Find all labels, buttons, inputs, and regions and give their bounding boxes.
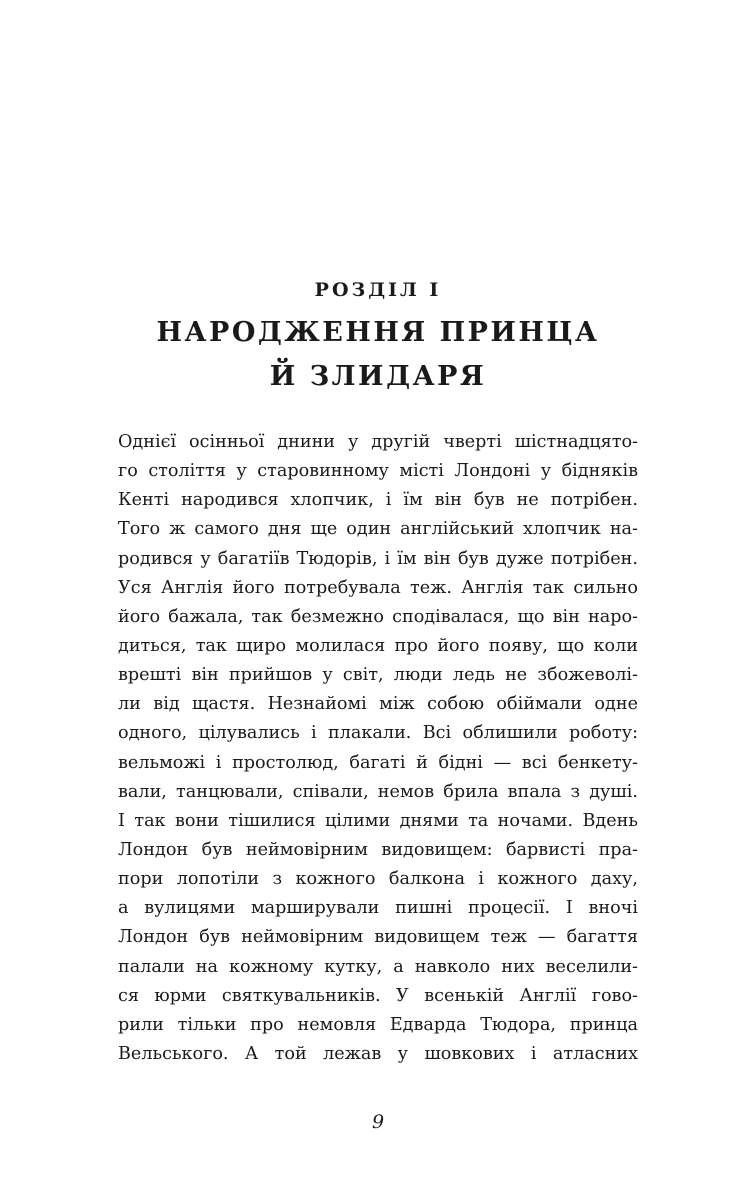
body-paragraph <box>118 428 638 1069</box>
chapter-title <box>0 311 756 399</box>
chapter-title-line: НАРОДЖЕННЯ ПРИНЦА <box>156 317 600 348</box>
text-line: Уся Англія його потребувала теж. Англія так сильно <box>118 577 638 598</box>
text-line: врешті він прийшов у світ, люди ледь не збожеволі- <box>118 665 638 686</box>
text-line: І так вони тішилися цілими днями та ночами. Вдень <box>118 810 638 831</box>
text-line: Вельського. А той лежав у шовкових і атласних <box>118 1043 638 1064</box>
text-line: диться, так щиро молилася про його появу, що коли <box>118 635 638 656</box>
text-line: ли від щастя. Незнайомі між собою обіймали одне <box>118 694 638 715</box>
text-line: вельможі і простолюд, багаті й бідні — всі бенкету- <box>118 752 638 773</box>
text-line: го століття у старовинному місті Лондоні у бідняків <box>118 461 638 482</box>
text-line: вали, танцювали, співали, немов брила впала з душі. <box>118 781 638 802</box>
text-line: його бажала, так безмежно сподівалася, що він наро- <box>118 606 638 627</box>
text-line: пори лопотіли з кожного балкона і кожного даху, <box>118 869 638 890</box>
chapter-label: РОЗДІЛ І <box>314 279 442 301</box>
page-number: 9 <box>371 1111 385 1133</box>
text-line: ся юрми святкувальників. У всенькій Англії гово- <box>118 985 638 1006</box>
text-line: Того ж самого дня ще один англійський хлопчик на- <box>118 519 638 540</box>
text-line: рили тільки про немовля Едварда Тюдора, принца <box>118 1014 638 1035</box>
text-line: палали на кожному кутку, а навколо них веселили- <box>118 956 638 977</box>
text-line: Лондон був неймовірним видовищем теж — багаття <box>118 927 638 948</box>
text-line: а вулицями марширували пишні процесії. І вночі <box>118 898 638 919</box>
text-line: родився у багатіїв Тюдорів, і їм він був дуже потрібен. <box>118 548 638 569</box>
text-line: Кенті народився хлопчик, і їм він був не потрібен. <box>118 490 638 511</box>
chapter-title-line: Й ЗЛИДАРЯ <box>269 361 487 392</box>
text-line: Однієї осінньої днини у другій чверті шістнадцято- <box>118 432 638 452</box>
text-line: одного, цілувались і плакали. Всі облишили роботу: <box>118 723 638 744</box>
text-line: Лондон був неймовірним видовищем: барвисті пра- <box>118 839 638 860</box>
